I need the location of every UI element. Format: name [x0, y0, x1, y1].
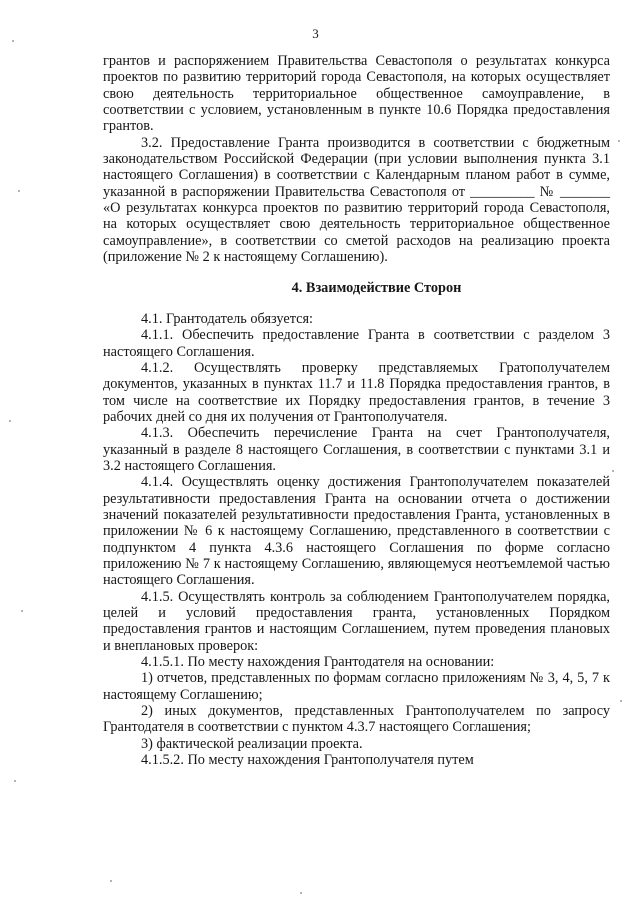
paragraph-4-1-1: 4.1.1. Обеспечить предоставление Гранта в соответствии с разделом 3 настоящего Соглашения. [103, 327, 610, 360]
scan-speck [21, 610, 23, 612]
scan-speck [12, 40, 14, 42]
scan-speck [18, 190, 20, 192]
scan-speck [110, 880, 112, 882]
paragraph-4-1: 4.1. Грантодатель обязуется: [141, 310, 314, 327]
paragraph-4-1-5: 4.1.5. Осуществлять контроль за соблюдением Грантополучателем порядка, целей и условий предоставления гранта, установленных Порядком предоставления грантов и настоящим Соглашением, путем проведения плановых и внеплановых проверок: [103, 588, 610, 654]
scan-speck [9, 420, 11, 422]
list-item-1: 1) отчетов, представленных по формам согласно приложениям № 3, 4, 5, 7 к настоящему Соглашению; [103, 670, 610, 703]
paragraph-4-1-5-2: 4.1.5.2. По месту нахождения Грантополучателя путем [141, 752, 474, 769]
list-item-2: 2) иных документов, представленных Грантополучателем по запросу Грантодателя в соответствии с пунктом 4.3.7 настоящего Соглашения; [103, 703, 610, 736]
scan-speck [618, 140, 620, 142]
section-4-heading: 4. Взаимодействие Сторон [291, 280, 462, 297]
scan-speck [612, 470, 614, 472]
paragraph-3-1-continued: грантов и распоряжением Правительства Севастополя о результатах конкурса проектов по развитию территорий города Севастополя, на которых осуществляет свою деятельность территориальное общественное самоуправление, в соответствии с условием, установленным в пункте 10.6 Порядка предоставления грантов. [103, 53, 610, 135]
list-item-3: 3) фактической реализации проекта. [141, 735, 363, 752]
paragraph-4-1-2: 4.1.2. Осуществлять проверку представляемых Гратополучателем документов, указанных в пунктах 11.7 и 11.8 Порядка предоставления грантов, в том числе на соответствие их Порядку предоставления грантов, в течение 3 рабочих дней со дня их получения от Грантополучателя. [103, 359, 610, 425]
document-body [103, 53, 610, 768]
paragraph-3-2: 3.2. Предоставление Гранта производится в соответствии с бюджетным законодательством Российской Федерации (при условии выполнения пункта 3.1 настоящего Соглашения) в соответствии с Календарным планом работ в сумме, указанной в распоряжении Правительства Севастополя от _________ № _______ «О результатах конкурса проектов по развитию территорий города Севастополя, на которых осуществляет свою деятельность территориальное общественное самоуправление», в соответствии со сметой расходов на реализацию проекта (приложение № 2 к настоящему Соглашению). [103, 134, 610, 266]
page-number: 3 [312, 26, 319, 41]
paragraph-4-1-5-1: 4.1.5.1. По месту нахождения Грантодателя на основании: [141, 654, 495, 671]
scan-speck [620, 700, 622, 702]
paragraph-4-1-4: 4.1.4. Осуществлять оценку достижения Грантополучателем показателей результативности предоставления Гранта на основании отчета о достижении значений показателей результативности предоставления Гранта, установленных в приложении № 6 к настоящему Соглашению, представленного в соответствии с подпунктом 4 пункта 4.3.6 настоящего Соглашения по форме согласно приложению № 7 к настоящему Соглашению, являющемуся неотъемлемой частью настоящего Соглашения. [103, 474, 610, 589]
paragraph-4-1-3: 4.1.3. Обеспечить перечисление Гранта на счет Грантополучателя, указанный в разделе 8 настоящего Соглашения, в соответствии с пунктами 3.1 и 3.2 настоящего Соглашения. [103, 425, 610, 474]
scan-speck [14, 780, 16, 782]
scan-speck [300, 892, 302, 894]
